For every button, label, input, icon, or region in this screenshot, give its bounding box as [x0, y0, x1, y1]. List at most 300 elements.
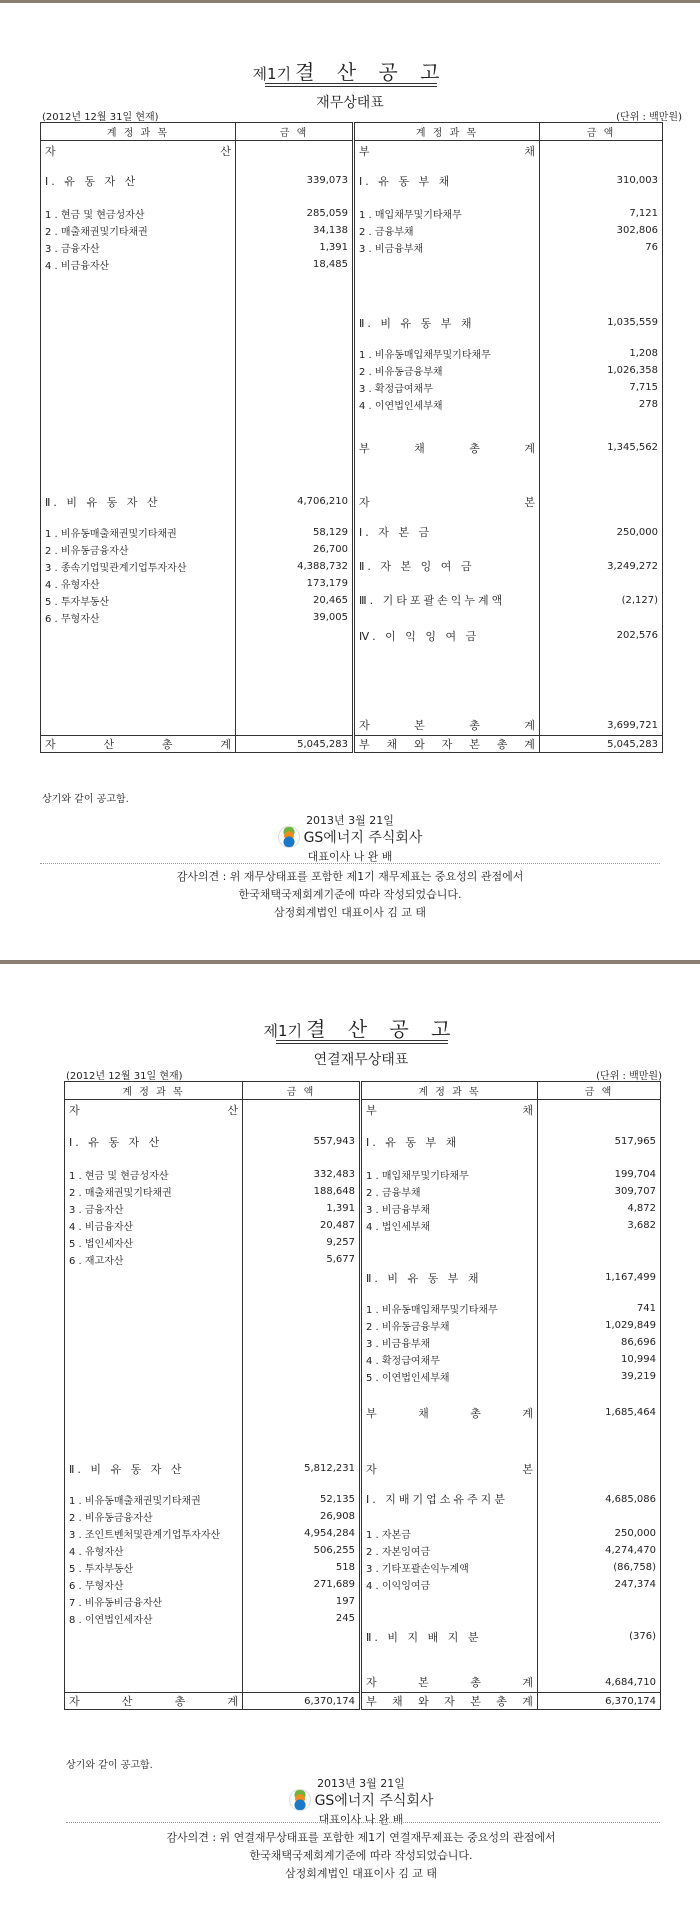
- table-cell: 5 . 투자부동산: [41, 592, 236, 609]
- label-text: 자: [69, 1103, 80, 1117]
- table-cell: 202,576: [540, 626, 663, 646]
- table-row: [41, 716, 663, 736]
- table-cell: [540, 646, 663, 716]
- table-cell: [243, 1152, 361, 1166]
- sheet-separator: [0, 960, 700, 964]
- table-cell: 4 . 비금융자산: [41, 256, 236, 273]
- table-cell: [41, 646, 236, 716]
- sign-date: 2013년 3월 21일: [317, 1777, 405, 1790]
- ceo-name: 대표이사 나 완 배: [307, 850, 393, 863]
- table-cell: [361, 1385, 538, 1403]
- table-cell: [354, 191, 540, 205]
- table-row: [41, 438, 663, 458]
- table-cell: 5,045,283: [540, 736, 663, 753]
- table-row: [41, 141, 663, 161]
- table-cell: [354, 646, 540, 716]
- label-text: 자: [45, 738, 56, 751]
- table-row: [65, 1234, 661, 1251]
- table-cell: 계 정 과 목: [65, 1082, 243, 1100]
- table-row: [65, 1673, 661, 1693]
- table-cell: [540, 191, 663, 205]
- table-cell: 4,954,284: [243, 1525, 361, 1542]
- table-cell: Ⅰ. 유 동 자 산: [41, 171, 236, 191]
- table-cell: [354, 492, 540, 512]
- table-row: [41, 609, 663, 626]
- table-cell: 10,994: [538, 1351, 661, 1368]
- table-cell: [354, 413, 540, 438]
- table-cell: 34,138: [236, 222, 354, 239]
- label-text: 부: [366, 1695, 377, 1708]
- table-cell: [41, 141, 236, 161]
- table-cell: [538, 1251, 661, 1268]
- audit-opinion-line1: 감사의견 : 위 재무상태표를 포함한 제1기 재무제표는 중요성의 관점에서: [176, 870, 524, 883]
- table-cell: 금 액: [538, 1082, 661, 1100]
- table-cell: 3 . 금융자산: [41, 239, 236, 256]
- table-cell: 39,005: [236, 609, 354, 626]
- table-cell: [65, 1385, 243, 1403]
- table-cell: 2 . 비유동금융부채: [354, 362, 540, 379]
- table-cell: [41, 396, 236, 413]
- label-text: 부: [359, 441, 370, 455]
- table-cell: [41, 161, 236, 171]
- table-cell: [236, 345, 354, 362]
- table-cell: [236, 333, 354, 345]
- table-cell: 6 . 재고자산: [65, 1251, 243, 1268]
- table-cell: [361, 1479, 538, 1491]
- table-cell: 1 . 비유동매입채무및기타채무: [354, 345, 540, 362]
- table-cell: 3 . 비금융부채: [354, 239, 540, 256]
- table-row: [41, 362, 663, 379]
- liab-equity-total-label: [359, 736, 535, 752]
- divider: [66, 1822, 660, 1823]
- table-cell: 1 . 비유동매출채권및기타채권: [65, 1491, 243, 1508]
- table-row: [65, 1183, 661, 1200]
- table-cell: [65, 1334, 243, 1351]
- table-cell: 4 . 확정급여채무: [361, 1351, 538, 1368]
- table-cell: [361, 1403, 538, 1423]
- table-row: [41, 239, 663, 256]
- table-cell: [361, 1234, 538, 1251]
- label-text: 계: [227, 1695, 238, 1708]
- table-cell: 금 액: [540, 123, 663, 141]
- table-cell: [236, 161, 354, 171]
- table-cell: [236, 273, 354, 313]
- table-cell: 339,073: [236, 171, 354, 191]
- table-cell: [540, 161, 663, 171]
- table-cell: 5,812,231: [243, 1459, 361, 1479]
- label-text: 자: [69, 1695, 80, 1708]
- unit-label: (단위 : 백만원): [616, 112, 682, 123]
- label-text: 부: [359, 144, 370, 158]
- table-cell: [354, 512, 540, 524]
- table-cell: 4 . 법인세부채: [361, 1217, 538, 1234]
- label-text: GS에너지 주식회사: [303, 830, 423, 846]
- table-cell: 26,908: [243, 1508, 361, 1525]
- table-cell: 4 . 유형자산: [41, 575, 236, 592]
- table-cell: 1 . 매입채무및기타채무: [354, 205, 540, 222]
- table-cell: [538, 1234, 661, 1251]
- table-cell: [65, 1100, 243, 1120]
- table-cell: 278: [540, 396, 663, 413]
- table-cell: [354, 716, 540, 736]
- label-text: 본: [524, 495, 535, 509]
- table-cell: [41, 345, 236, 362]
- title-underline: [276, 1040, 448, 1041]
- liability-total-label: [359, 440, 535, 456]
- table-row: [41, 222, 663, 239]
- table-cell: [361, 1251, 538, 1268]
- table-cell: 계 정 과 목: [361, 1082, 538, 1100]
- table-header-row: [41, 123, 663, 141]
- table-cell: [65, 1351, 243, 1368]
- auditor-name: 삼정회계법인 대표이사 김 교 태: [284, 1867, 438, 1880]
- liability-heading: [359, 143, 535, 159]
- table-cell: [354, 256, 540, 273]
- table-cell: [41, 379, 236, 396]
- table-cell: [236, 646, 354, 716]
- label-text: 자: [45, 144, 56, 158]
- gs-logo-icon: [289, 1789, 311, 1811]
- table-cell: 6,370,174: [243, 1693, 361, 1710]
- table-row: [41, 524, 663, 541]
- table-cell: 310,003: [540, 171, 663, 191]
- table-cell: [354, 438, 540, 458]
- spacer-row: [41, 413, 663, 438]
- table-row: [41, 313, 663, 333]
- table-cell: [41, 716, 236, 736]
- table-cell: Ⅲ. 기타포괄손익누계액: [354, 592, 540, 609]
- label-text: 계: [220, 738, 231, 751]
- label-text: 채: [392, 1695, 403, 1708]
- table-cell: 250,000: [540, 524, 663, 541]
- table-row: [65, 1508, 661, 1525]
- table-cell: 2 . 금융부채: [361, 1183, 538, 1200]
- label-text: 산: [220, 144, 231, 158]
- table-cell: [65, 1423, 243, 1459]
- table-cell: [65, 1317, 243, 1334]
- table-cell: [65, 1479, 243, 1491]
- table-cell: [41, 736, 236, 753]
- sheet-title: [64, 1013, 658, 1042]
- table-cell: 1,029,849: [538, 1317, 661, 1334]
- table-cell: [243, 1647, 361, 1673]
- table-cell: [361, 1288, 538, 1300]
- table-cell: 245: [243, 1610, 361, 1627]
- table-row: [65, 1593, 661, 1610]
- asset-heading: [69, 1102, 238, 1118]
- table-row: [65, 1403, 661, 1423]
- table-row: [65, 1627, 661, 1647]
- table-row: [41, 396, 663, 413]
- notice-text: 상기와 같이 공고함.: [66, 1760, 153, 1771]
- table-cell: 199,704: [538, 1166, 661, 1183]
- table-cell: [354, 141, 540, 161]
- table-cell: 332,483: [243, 1166, 361, 1183]
- table-row: [41, 575, 663, 592]
- label-text: 계: [524, 719, 535, 733]
- table-cell: [361, 1673, 538, 1693]
- label-text: [278, 826, 423, 848]
- table-cell: [41, 512, 236, 524]
- table-cell: 1,026,358: [540, 362, 663, 379]
- table-cell: [538, 1647, 661, 1673]
- table-cell: [354, 541, 540, 558]
- table-row: [65, 1217, 661, 1234]
- table-cell: [41, 273, 236, 313]
- table-cell: 2 . 금융부채: [354, 222, 540, 239]
- table-cell: [236, 413, 354, 438]
- label-text: 와: [414, 738, 425, 751]
- table-row: [41, 345, 663, 362]
- table-cell: [236, 191, 354, 205]
- unit-label: (단위 : 백만원): [596, 1071, 662, 1082]
- table-cell: [41, 626, 236, 646]
- table-cell: [65, 1120, 243, 1132]
- table-cell: 4,684,710: [538, 1673, 661, 1693]
- table-cell: [354, 736, 540, 753]
- label-text: 총: [496, 1695, 507, 1708]
- table-row: [65, 1300, 661, 1317]
- table-cell: 7 . 비유동비금융자산: [65, 1593, 243, 1610]
- table-row: [41, 592, 663, 609]
- table-row: [41, 492, 663, 512]
- table-cell: [236, 396, 354, 413]
- table-cell: 309,707: [538, 1183, 661, 1200]
- table-cell: 1,391: [243, 1200, 361, 1217]
- table-cell: [65, 1647, 243, 1673]
- label-text: 채: [524, 144, 535, 158]
- table-row: [41, 558, 663, 575]
- equity-total-label: [359, 717, 535, 733]
- table-cell: 계 정 과 목: [41, 123, 236, 141]
- label-text: 본: [470, 1695, 481, 1708]
- label-text: 채: [414, 441, 425, 455]
- table-cell: 506,255: [243, 1542, 361, 1559]
- table-cell: 52,135: [243, 1491, 361, 1508]
- audit-opinion-line2: 한국채택국제회계기준에 따라 작성되었습니다.: [238, 888, 462, 901]
- audit-opinion-line2: 한국채택국제회계기준에 따라 작성되었습니다.: [249, 1849, 473, 1862]
- label-text: 제1기: [263, 1022, 303, 1040]
- gs-logo-icon: [278, 826, 300, 848]
- table-cell: (2,127): [540, 592, 663, 609]
- table-cell: [540, 512, 663, 524]
- table-header-row: [65, 1082, 661, 1100]
- label-text: 총: [469, 719, 480, 733]
- asset-heading: [45, 143, 231, 159]
- page-top-rule: [0, 0, 700, 3]
- table-cell: [538, 1152, 661, 1166]
- label-text: 계: [524, 441, 535, 455]
- table-cell: 20,465: [236, 592, 354, 609]
- label-text: 결 산 공 고: [306, 1017, 459, 1041]
- table-cell: 741: [538, 1300, 661, 1317]
- table-cell: 2 . 매출채권및기타채권: [65, 1183, 243, 1200]
- table-cell: 7,715: [540, 379, 663, 396]
- label-text: 본: [522, 1462, 533, 1476]
- divider: [40, 863, 660, 864]
- label-text: 부: [366, 1406, 377, 1420]
- spacer-row: [65, 1288, 661, 1300]
- table-row: [65, 1268, 661, 1288]
- label-text: 본: [414, 719, 425, 733]
- title-underline: [265, 83, 437, 84]
- table-cell: Ⅱ. 비 지 배 지 분: [361, 1627, 538, 1647]
- table-cell: 4 . 이연법인세부채: [354, 396, 540, 413]
- label-text: 계: [522, 1695, 533, 1708]
- label-text: 본: [418, 1676, 429, 1690]
- table-cell: 1,391: [236, 239, 354, 256]
- table-row: [65, 1132, 661, 1152]
- label-text: 자: [366, 1676, 377, 1690]
- equity-heading: [359, 494, 535, 510]
- table-cell: 금 액: [243, 1082, 361, 1100]
- table-cell: 1 . 현금 및 현금성자산: [41, 205, 236, 222]
- table-cell: 557,943: [243, 1132, 361, 1152]
- table-cell: 4 . 유형자산: [65, 1542, 243, 1559]
- table-cell: [243, 1403, 361, 1423]
- label-text: 총: [496, 738, 508, 751]
- table-cell: 86,696: [538, 1334, 661, 1351]
- table-row: [41, 626, 663, 646]
- table-cell: 5,045,283: [236, 736, 354, 753]
- table-cell: 1 . 비유동매출채권및기타채권: [41, 524, 236, 541]
- spacer-row: [65, 1479, 661, 1491]
- report-date: (2012년 12월 31일 현재): [66, 1071, 183, 1082]
- table-cell: [65, 1300, 243, 1317]
- table-cell: [538, 1288, 661, 1300]
- table-cell: [236, 313, 354, 333]
- table-cell: [354, 161, 540, 171]
- label-text: 자: [444, 1695, 455, 1708]
- table-cell: [65, 1268, 243, 1288]
- table-cell: 58,129: [236, 524, 354, 541]
- table-cell: 20,487: [243, 1217, 361, 1234]
- table-cell: [361, 1120, 538, 1132]
- table-cell: 6,370,174: [538, 1693, 661, 1710]
- table-row: [65, 1334, 661, 1351]
- table-cell: [361, 1423, 538, 1459]
- table-cell: 4,872: [538, 1200, 661, 1217]
- table-cell: [361, 1610, 538, 1627]
- table-cell: [236, 362, 354, 379]
- table-cell: 188,648: [243, 1183, 361, 1200]
- table-cell: 2 . 비유동금융자산: [41, 541, 236, 558]
- table-cell: [361, 1100, 538, 1120]
- table-cell: 2 . 자본잉여금: [361, 1542, 538, 1559]
- table-cell: 7,121: [540, 205, 663, 222]
- table-cell: 5 . 법인세자산: [65, 1234, 243, 1251]
- spacer-row: [65, 1152, 661, 1166]
- auditor-name: 삼정회계법인 대표이사 김 교 태: [273, 906, 427, 919]
- table-cell: Ⅰ. 자 본 금: [354, 524, 540, 541]
- table-cell: 1 . 매입채무및기타채무: [361, 1166, 538, 1183]
- label-text: 자: [441, 738, 453, 751]
- table-cell: Ⅱ. 비 유 동 자 산: [41, 492, 236, 512]
- table-cell: [361, 1593, 538, 1610]
- table-cell: 4,274,470: [538, 1542, 661, 1559]
- table-cell: [540, 141, 663, 161]
- table-cell: 1,035,559: [540, 313, 663, 333]
- table-row: [65, 1576, 661, 1593]
- table-cell: [540, 256, 663, 273]
- table-cell: [540, 492, 663, 512]
- equity-total-label: [366, 1674, 533, 1690]
- sheet-subtitle: 재무상태표: [316, 95, 384, 111]
- table-cell: [65, 1693, 243, 1710]
- table-row: [65, 1100, 661, 1120]
- label-text: 부: [359, 738, 370, 751]
- table-row: [41, 205, 663, 222]
- table-cell: [243, 1673, 361, 1693]
- table-row: [65, 1491, 661, 1508]
- spacer-row: [65, 1120, 661, 1132]
- table-row: [65, 1317, 661, 1334]
- table-cell: Ⅱ. 자 본 잉 여 금: [354, 558, 540, 575]
- table-cell: [243, 1334, 361, 1351]
- table-cell: [243, 1423, 361, 1459]
- table-cell: Ⅱ. 비 유 동 부 채: [361, 1268, 538, 1288]
- sheet-subtitle: 연결재무상태표: [313, 1052, 409, 1068]
- table-cell: 3,249,272: [540, 558, 663, 575]
- table-row: [65, 1368, 661, 1385]
- table-cell: [243, 1120, 361, 1132]
- table-cell: [65, 1368, 243, 1385]
- table-cell: 2 . 매출채권및기타채권: [41, 222, 236, 239]
- table-cell: [65, 1673, 243, 1693]
- table-row: [65, 1542, 661, 1559]
- table-cell: 173,179: [236, 575, 354, 592]
- table-cell: [540, 413, 663, 438]
- spacer-row: [65, 1385, 661, 1403]
- table-cell: Ⅰ. 유 동 부 채: [354, 171, 540, 191]
- label-text: 총: [470, 1406, 481, 1420]
- spacer-row: [41, 512, 663, 524]
- table-cell: 285,059: [236, 205, 354, 222]
- report-date: (2012년 12월 31일 현재): [42, 112, 159, 123]
- liability-total-label: [366, 1405, 533, 1421]
- table-cell: [243, 1100, 361, 1120]
- table-cell: 3 . 비금융부채: [361, 1334, 538, 1351]
- table-cell: 금 액: [236, 123, 354, 141]
- total-row: [41, 736, 663, 753]
- table-cell: [361, 1693, 538, 1710]
- label-text: 채: [386, 738, 398, 751]
- spacer-row: [41, 161, 663, 171]
- equity-heading: [366, 1461, 533, 1477]
- table-cell: [540, 333, 663, 345]
- spacer-row: [41, 458, 663, 492]
- table-cell: 1 . 자본금: [361, 1525, 538, 1542]
- label-text: 계: [522, 1676, 533, 1690]
- sign-date: 2013년 3월 21일: [306, 814, 394, 827]
- table-cell: [236, 141, 354, 161]
- table-cell: [538, 1610, 661, 1627]
- table-cell: 9,257: [243, 1234, 361, 1251]
- table-cell: [236, 379, 354, 396]
- spacer-row: [65, 1647, 661, 1673]
- table-cell: [243, 1368, 361, 1385]
- table-cell: 8 . 이연법인세자산: [65, 1610, 243, 1627]
- table-row: [65, 1459, 661, 1479]
- table-cell: [41, 458, 236, 492]
- label-text: 제1기: [252, 65, 292, 83]
- table-cell: [540, 575, 663, 592]
- table-row: [41, 256, 663, 273]
- table-cell: [243, 1351, 361, 1368]
- table-cell: 26,700: [236, 541, 354, 558]
- table-cell: (376): [538, 1627, 661, 1647]
- spacer-row: [41, 191, 663, 205]
